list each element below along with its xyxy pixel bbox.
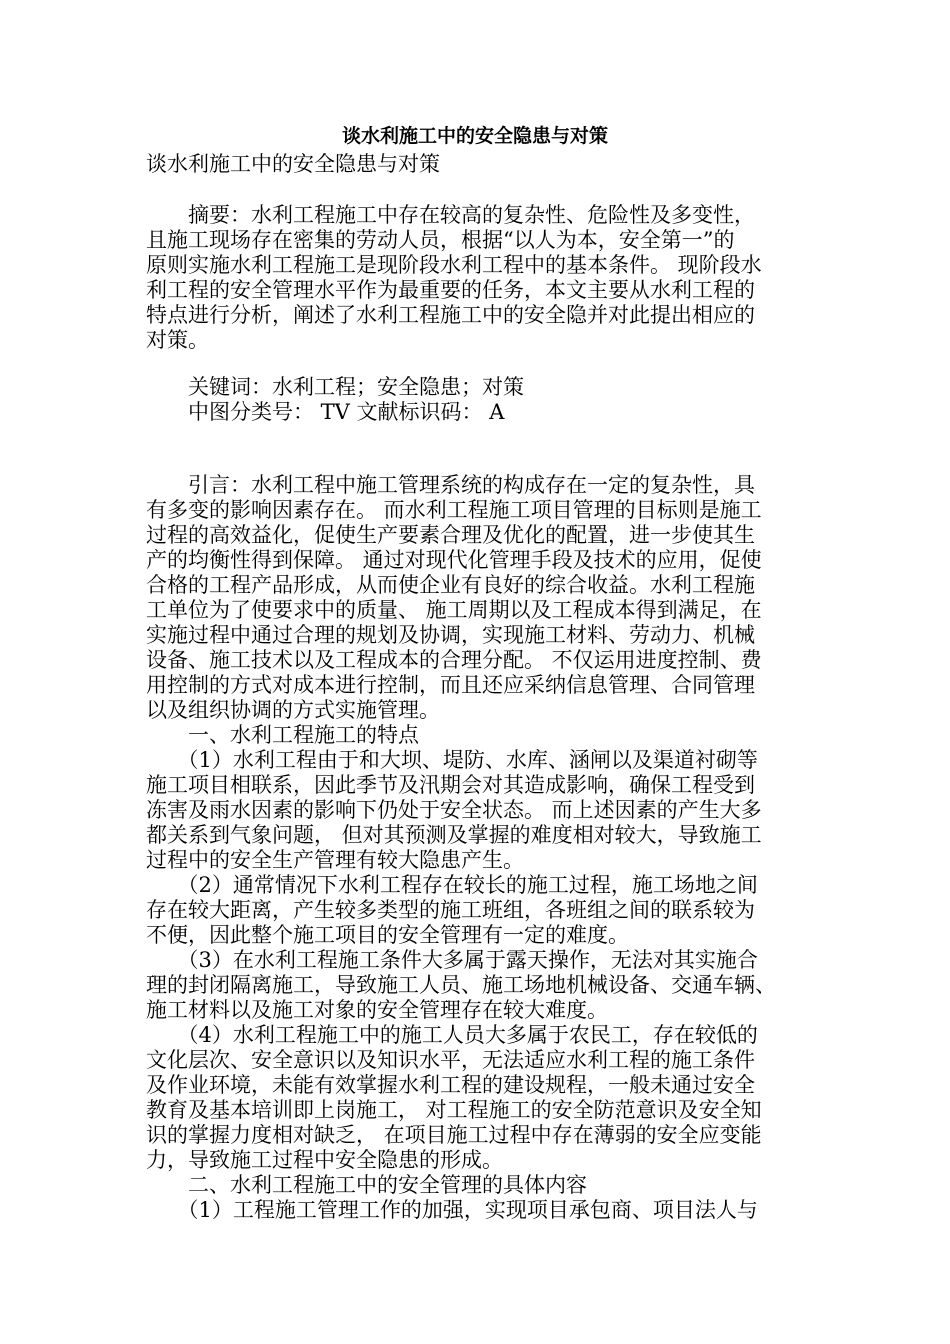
body-line: 合格的工程产品形成，从而使企业有良好的综合收益。水利工程施 xyxy=(146,573,755,597)
section-heading: 二、水利工程施工中的安全管理的具体内容 xyxy=(146,1173,587,1197)
body-line: （1）水利工程由于和大坝、堤防、水库、涵闸以及渠道衬砌等 xyxy=(146,748,758,772)
body-line: 理的封闭隔离施工，导致施工人员、施工场地机械设备、交通车辆、 xyxy=(146,973,776,997)
document-title: 谈水利施工中的安全隐患与对策 xyxy=(341,125,608,147)
body-line: （4）水利工程施工中的施工人员大多属于农民工，存在较低的 xyxy=(146,1023,758,1047)
abstract-line: 且施工现场存在密集的劳动人员，根据“以人为本，安全第一”的 xyxy=(146,228,735,252)
body-line: 冻害及雨水因素的影响下仍处于安全状态。 而上述因素的产生大多 xyxy=(146,798,762,822)
body-line: 施工项目相联系，因此季节及汛期会对其造成影响，确保工程受到 xyxy=(146,773,755,797)
abstract-line: 对策。 xyxy=(146,328,209,352)
body-line: 力，导致施工过程中安全隐患的形成。 xyxy=(146,1148,503,1172)
body-line: 引言：水利工程中施工管理系统的构成存在一定的复杂性，具 xyxy=(146,473,755,497)
body-line: 过程中的安全生产管理有较大隐患产生。 xyxy=(146,848,524,872)
body-line: 有多变的影响因素存在。 而水利工程施工项目管理的目标则是施工 xyxy=(146,498,762,522)
body-line: 及作业环境，未能有效掌握水利工程的建设规程，一般未通过安全 xyxy=(146,1073,755,1097)
body-line: 教育及基本培训即上岗施工， 对工程施工的安全防范意识及安全知 xyxy=(146,1098,762,1122)
body-line: （1）工程施工管理工作的加强，实现项目承包商、项目法人与 xyxy=(146,1198,758,1222)
abstract-line: 特点进行分析，阐述了水利工程施工中的安全隐并对此提出相应的 xyxy=(146,303,755,327)
body-line: 用控制的方式对成本进行控制，而且还应采纳信息管理、合同管理 xyxy=(146,673,755,697)
body-line: （3）在水利工程施工条件大多属于露天操作，无法对其实施合 xyxy=(146,948,758,972)
body-line: 设备、施工技术以及工程成本的合理分配。 不仅运用进度控制、费 xyxy=(146,648,762,672)
abstract-line: 利工程的安全管理水平作为最重要的任务，本文主要从水利工程的 xyxy=(146,278,755,302)
body-line: 存在较大距离，产生较多类型的施工班组，各班组之间的联系较为 xyxy=(146,898,755,922)
classification-line: 中图分类号： TV 文献标识码： A xyxy=(146,400,505,424)
keywords-line: 关键词：水利工程；安全隐患；对策 xyxy=(146,375,524,399)
body-line: 施工材料以及施工对象的安全管理存在较大难度。 xyxy=(146,998,608,1022)
body-line: 过程的高效益化，促使生产要素合理及优化的配置，进一步使其生 xyxy=(146,523,755,547)
abstract-line: 摘要：水利工程施工中存在较高的复杂性、危险性及多变性， xyxy=(146,203,755,227)
body-line: 产的均衡性得到保障。 通过对现代化管理手段及技术的应用，促使 xyxy=(146,548,762,572)
body-line: （2）通常情况下水利工程存在较长的施工过程，施工场地之间 xyxy=(146,873,758,897)
section-heading: 一、水利工程施工的特点 xyxy=(146,723,419,747)
abstract-line: 原则实施水利工程施工是现阶段水利工程中的基本条件。 现阶段水 xyxy=(146,253,762,277)
body-line: 实施过程中通过合理的规划及协调，实现施工材料、劳动力、机械 xyxy=(146,623,755,647)
body-line: 文化层次、安全意识以及知识水平，无法适应水利工程的施工条件 xyxy=(146,1048,755,1072)
body-line: 识的掌握力度相对缺乏， 在项目施工过程中存在薄弱的安全应变能 xyxy=(146,1123,762,1147)
body-line: 工单位为了使要求中的质量、 施工周期以及工程成本得到满足，在 xyxy=(146,598,762,622)
subtitle-line: 谈水利施工中的安全隐患与对策 xyxy=(146,152,440,176)
body-line: 以及组织协调的方式实施管理。 xyxy=(146,698,440,722)
body-line: 不便，因此整个施工项目的安全管理有一定的难度。 xyxy=(146,923,629,947)
body-line: 都关系到气象问题， 但对其预测及掌握的难度相对较大，导致施工 xyxy=(146,823,762,847)
